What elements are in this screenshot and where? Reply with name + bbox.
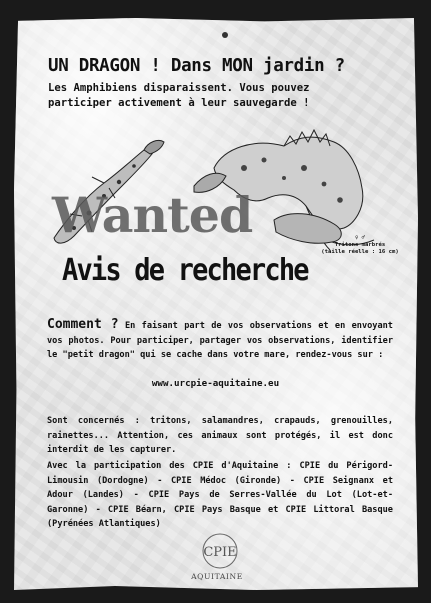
comment-text: En faisant part de vos observations et en envoyant vos photos. Pour participer, partager vos observations, identifier le "petit dragon" qui se cache dans votre mare, rendez-vous sur : [47,321,393,360]
sex-symbols: ♀ ♂ [354,235,366,241]
poster-title: UN DRAGON ! Dans MON jardin ? [48,56,345,76]
caption-species: Tritons marbrés [334,242,386,248]
cpie-logo [196,531,244,571]
comment-paragraph [47,318,393,363]
comment-heading: Comment ? [47,317,119,332]
logo-mark: CPIE [203,545,237,560]
avis-heading: Avis de recherche [62,253,308,288]
logo-label: AQUITAINE [191,572,243,581]
concerned-paragraph: Sont concernés : tritons, salamandres, crapauds, grenouilles, rainettes... Attention, ces animaux sont protégés, il est donc interdit de les capturer. [47,416,393,455]
poster-subtitle: Les Amphibiens disparaissent. Vous pouvez participer activement à leur sauvegarde ! [48,82,310,109]
participation-paragraph: Avec la participation des CPIE d'Aquitaine : CPIE du Périgord-Limousin (Dordogne) - CPIE Médoc (Gironde) - CPIE Seignanx et Adour (Landes) - CPIE Pays de Serres-Vallée du Lot (Lot-et-Garonne) - CPIE Béarn, CPIE Pays Basque et CPIE Littoral Basque (Pyrénées Atlantiques) [47,461,393,529]
wanted-heading: Wanted [52,186,253,244]
caption-size: (taille réelle : 16 cm) [321,249,399,255]
website-link[interactable]: www.urcpie-aquitaine.eu [151,378,280,389]
pin-dot [222,32,228,38]
species-caption [320,235,400,256]
